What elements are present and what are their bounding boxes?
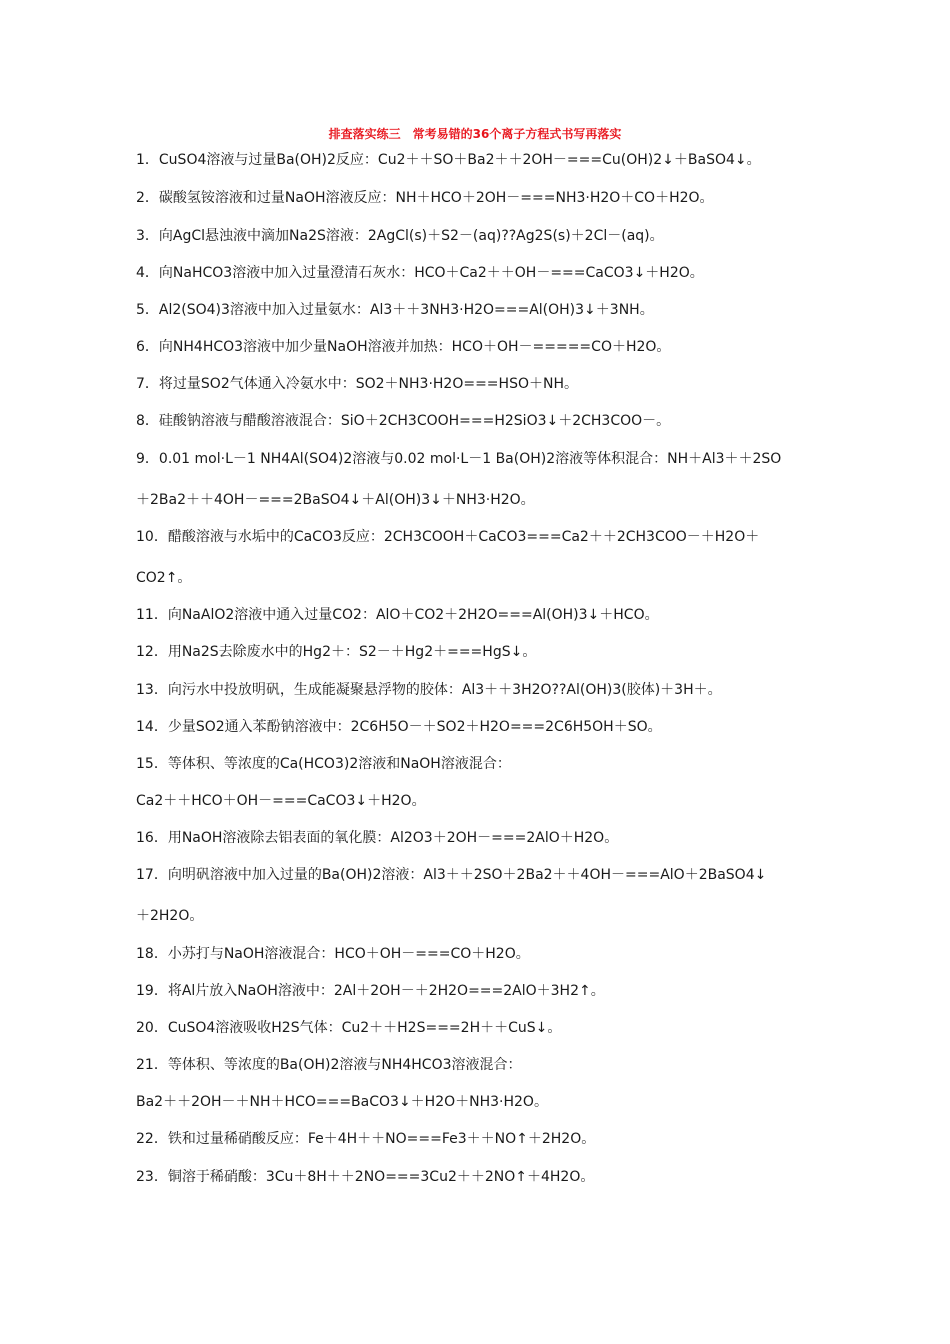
equation-line-19: 19．将Al片放入NaOH溶液中：2Al＋2OH－＋2H2O===2AlO＋3H2↑。 bbox=[136, 983, 605, 999]
equation-line-3: 3．向AgCl悬浊液中滴加Na2S溶液：2AgCl(s)＋S2－(aq)??Ag2S(s)＋2Cl－(aq)。 bbox=[136, 228, 664, 244]
equation-line-16: 16．用NaOH溶液除去铝表面的氧化膜：Al2O3＋2OH－===2AlO＋H2O。 bbox=[136, 830, 619, 846]
equation-line-17-cont: ＋2H2O。 bbox=[136, 908, 204, 924]
equation-line-8: 8．硅酸钠溶液与醋酸溶液混合：SiO＋2CH3COOH===H2SiO3↓＋2CH3COO－。 bbox=[136, 413, 671, 429]
equation-line-15: 15．等体积、等浓度的Ca(HCO3)2溶液和NaOH溶液混合： bbox=[136, 756, 511, 772]
equation-line-9-cont: ＋2Ba2＋＋4OH－===2BaSO4↓＋Al(OH)3↓＋NH3·H2O。 bbox=[136, 492, 535, 508]
equation-line-21: 21．等体积、等浓度的Ba(OH)2溶液与NH4HCO3溶液混合： bbox=[136, 1057, 522, 1073]
equation-line-9: 9．0.01 mol·L－1 NH4Al(SO4)2溶液与0.02 mol·L－1 Ba(OH)2溶液等体积混合：NH＋Al3＋＋2SO bbox=[136, 451, 782, 467]
equation-line-17: 17．向明矾溶液中加入过量的Ba(OH)2溶液：Al3＋＋2SO＋2Ba2＋＋4OH－===AlO＋2BaSO4↓ bbox=[136, 867, 767, 883]
equation-line-7: 7．将过量SO2气体通入冷氨水中：SO2＋NH3·H2O===HSO＋NH。 bbox=[136, 376, 578, 392]
equation-line-20: 20．CuSO4溶液吸收H2S气体：Cu2＋＋H2S===2H＋＋CuS↓。 bbox=[136, 1020, 562, 1036]
equation-line-6: 6．向NH4HCO3溶液中加少量NaOH溶液并加热：HCO＋OH－=====CO＋H2O。 bbox=[136, 339, 671, 355]
equation-line-4: 4．向NaHCO3溶液中加入过量澄清石灰水：HCO＋Ca2＋＋OH－===CaCO3↓＋H2O。 bbox=[136, 265, 704, 281]
equation-line-15-cont: Ca2＋＋HCO＋OH－===CaCO3↓＋H2O。 bbox=[136, 793, 426, 809]
equation-line-21-cont: Ba2＋＋2OH－＋NH＋HCO===BaCO3↓＋H2O＋NH3·H2O。 bbox=[136, 1094, 548, 1110]
equation-line-5: 5．Al2(SO4)3溶液中加入过量氨水：Al3＋＋3NH3·H2O===Al(OH)3↓＋3NH。 bbox=[136, 302, 654, 318]
equation-line-10: 10．醋酸溶液与水垢中的CaCO3反应：2CH3COOH＋CaCO3===Ca2＋＋2CH3COO－＋H2O＋ bbox=[136, 529, 760, 545]
equation-line-12: 12．用Na2S去除废水中的Hg2＋：S2－＋Hg2＋===HgS↓。 bbox=[136, 644, 537, 660]
equation-line-14: 14．少量SO2通入苯酚钠溶液中：2C6H5O－＋SO2＋H2O===2C6H5OH＋SO。 bbox=[136, 719, 662, 735]
equation-line-11: 11．向NaAlO2溶液中通入过量CO2：AlO＋CO2＋2H2O===Al(OH)3↓＋HCO。 bbox=[136, 607, 659, 623]
equation-line-18: 18．小苏打与NaOH溶液混合：HCO＋OH－===CO＋H2O。 bbox=[136, 946, 530, 962]
equation-line-10-cont: CO2↑。 bbox=[136, 570, 192, 586]
equation-line-2: 2．碳酸氢铵溶液和过量NaOH溶液反应：NH＋HCO＋2OH－===NH3·H2O＋CO＋H2O。 bbox=[136, 190, 714, 206]
equation-line-13: 13．向污水中投放明矾，生成能凝聚悬浮物的胶体：Al3＋＋3H2O??Al(OH)3(胶体)＋3H＋。 bbox=[136, 682, 722, 698]
equation-line-23: 23．铜溶于稀硝酸：3Cu＋8H＋＋2NO===3Cu2＋＋2NO↑＋4H2O。 bbox=[136, 1169, 595, 1185]
equation-line-22: 22．铁和过量稀硝酸反应：Fe＋4H＋＋NO===Fe3＋＋NO↑＋2H2O。 bbox=[136, 1131, 596, 1147]
document-title: 排查落实练三 常考易错的36个离子方程式书写再落实 bbox=[328, 127, 622, 141]
equation-line-1: 1．CuSO4溶液与过量Ba(OH)2反应：Cu2＋＋SO＋Ba2＋＋2OH－===Cu(OH)2↓＋BaSO4↓。 bbox=[136, 152, 761, 168]
